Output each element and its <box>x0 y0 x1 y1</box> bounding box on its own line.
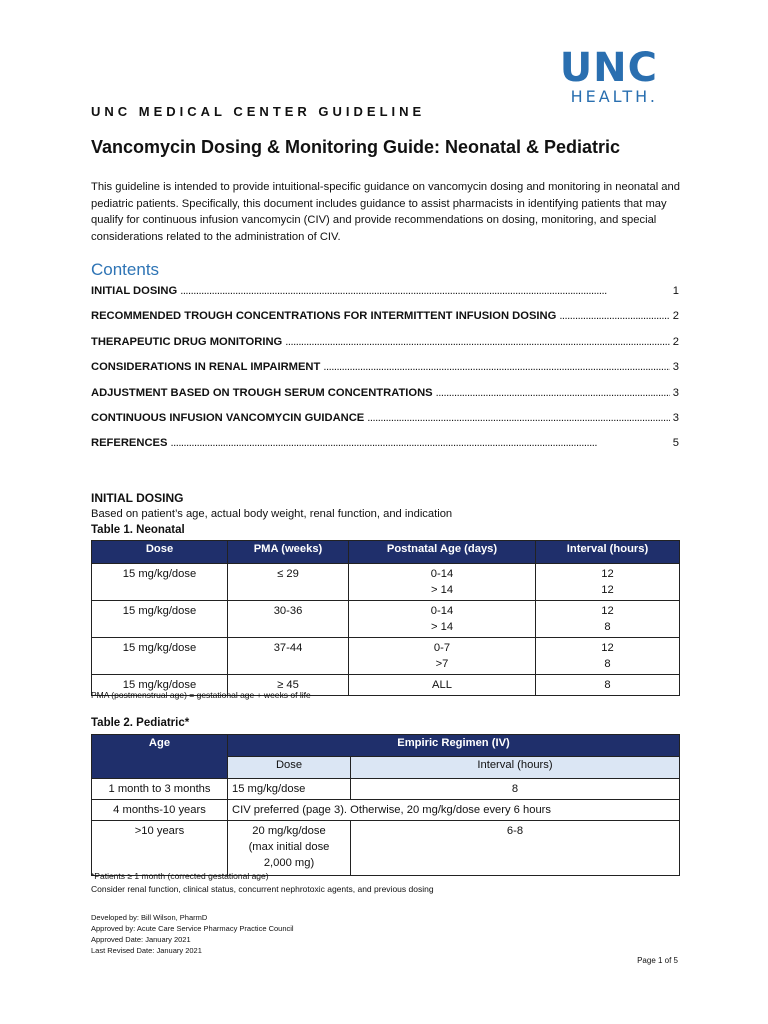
table-header-row <box>92 735 680 757</box>
toc-link-trough-adjustment[interactable] <box>91 387 679 412</box>
cell-interval: 8 <box>351 779 680 800</box>
cell-dose: 20 mg/kg/dose (max initial dose 2,000 mg) <box>228 821 351 876</box>
toc-link-initial-dosing[interactable] <box>91 285 679 310</box>
toc-label: REFERENCES <box>91 437 168 450</box>
toc-label: THERAPEUTIC DRUG MONITORING <box>91 335 283 348</box>
toc-page: 5 <box>672 437 679 450</box>
toc-label: RECOMMENDED TROUGH CONCENTRATIONS FOR INTERMITTENT INFUSION DOSING <box>91 310 557 323</box>
page-number: Page 1 of 5 <box>637 956 678 965</box>
table-row <box>92 564 680 601</box>
logo-unc-text: UNC <box>559 45 658 91</box>
cell-age: >10 years <box>92 821 228 876</box>
toc-page: 3 <box>672 361 679 374</box>
cell-interval: 12 8 <box>536 638 680 675</box>
toc-link-recommended-trough[interactable] <box>91 310 679 335</box>
cell-age: 1 month to 3 months <box>92 779 228 800</box>
document-footer <box>91 912 294 956</box>
page-title: Vancomycin Dosing & Monitoring Guide: Neonatal & Pediatric <box>91 137 621 157</box>
col-header-empiric-regimen: Empiric Regimen (IV) <box>228 735 680 757</box>
cell-interval: 6-8 <box>351 821 680 876</box>
cell-pma: ≥ 45 <box>228 675 349 696</box>
table2-caption: Table 2. Pediatric* <box>91 717 190 729</box>
cell-interval: 12 8 <box>536 601 680 638</box>
toc-page: 2 <box>672 335 679 348</box>
subheader-interval: Interval (hours) <box>351 757 680 779</box>
col-header-interval: Interval (hours) <box>536 541 680 564</box>
developed-by: Developed by: Bill Wilson, PharmD <box>91 913 208 922</box>
initial-dosing-heading: INITIAL DOSING <box>91 491 184 505</box>
toc-link-continuous-infusion[interactable] <box>91 412 679 437</box>
toc-label: INITIAL DOSING <box>91 285 178 297</box>
toc-page: 3 <box>672 411 679 424</box>
toc-label: CONSIDERATIONS IN RENAL IMPAIRMENT <box>91 361 321 374</box>
cell-dose: 15 mg/kg/dose <box>92 638 228 675</box>
cell-dose: 15 mg/kg/dose <box>92 564 228 601</box>
cell-dose: 15 mg/kg/dose <box>228 779 351 800</box>
cell-dose: 15 mg/kg/dose <box>92 675 228 696</box>
pediatric-table <box>91 734 680 876</box>
toc-label: ADJUSTMENT BASED ON TROUGH SERUM CONCENTRATIONS <box>91 386 433 399</box>
toc-page: 1 <box>672 285 679 297</box>
toc-link-renal-impairment[interactable] <box>91 361 679 386</box>
table1-caption: Table 1. Neonatal <box>91 524 185 536</box>
cell-age: 0-14 > 14 <box>349 601 536 638</box>
toc-link-therapeutic-monitoring[interactable] <box>91 336 679 361</box>
table-row <box>92 821 680 876</box>
contents-heading: Contents <box>91 260 160 279</box>
pma-note: PMA (postmenstrual age) = gestational age + weeks of life <box>91 690 311 700</box>
toc-label: CONTINUOUS INFUSION VANCOMYCIN GUIDANCE <box>91 411 365 424</box>
toc-page: 2 <box>672 310 679 323</box>
toc-page: 3 <box>672 386 679 399</box>
table-of-contents <box>91 285 679 463</box>
cell-regimen-text: CIV preferred (page 3). Otherwise, 20 mg/kg/dose every 6 hours <box>228 800 680 821</box>
cell-age: ALL <box>349 675 536 696</box>
cell-age: 4 months-10 years <box>92 800 228 821</box>
cell-pma: 37-44 <box>228 638 349 675</box>
table-row <box>92 800 680 821</box>
table-row <box>92 779 680 800</box>
cell-dose: 15 mg/kg/dose <box>92 601 228 638</box>
toc-link-references[interactable] <box>91 437 679 462</box>
cell-age: 0-7 >7 <box>349 638 536 675</box>
cell-age: 0-14 > 14 <box>349 564 536 601</box>
approved-date: Approved Date: January 2021 <box>91 935 191 944</box>
last-revised-date: Last Revised Date: January 2021 <box>91 946 202 955</box>
cell-interval: 8 <box>536 675 680 696</box>
pediatric-note-1: *Patients ≥ 1 month (corrected gestational age) <box>91 871 269 881</box>
approved-by: Approved by: Acute Care Service Pharmacy Practice Council <box>91 924 294 933</box>
intro-paragraph: This guideline is intended to provide intuitional-specific guidance on vancomycin dosing and monitoring in neonatal and pediatric patients. Specifically, this document includes guidance to assist pharmacists in identifying patients that may qualify for continuous infusion vancomycin (CIV) and provide recommendations on dosing, monitoring, and special considerations related to the administration of CIV. <box>91 181 680 243</box>
cell-pma: 30-36 <box>228 601 349 638</box>
table-row <box>92 638 680 675</box>
pediatric-note-2: Consider renal function, clinical status, concurrent nephrotoxic agents, and previous dosing <box>91 884 434 894</box>
subheader-dose: Dose <box>228 757 351 779</box>
col-header-pma: PMA (weeks) <box>228 541 349 564</box>
col-header-age: Age <box>92 735 228 779</box>
col-header-postnatal-age: Postnatal Age (days) <box>349 541 536 564</box>
initial-dosing-subtitle: Based on patient’s age, actual body weight, renal function, and indication <box>91 508 453 520</box>
col-header-dose: Dose <box>92 541 228 564</box>
table-header-row <box>92 541 680 564</box>
logo-health-text: HEALTH. <box>570 87 658 106</box>
neonatal-table <box>91 540 680 696</box>
cell-pma: ≤ 29 <box>228 564 349 601</box>
cell-interval: 12 12 <box>536 564 680 601</box>
guideline-kicker: UNC MEDICAL CENTER GUIDELINE <box>91 104 426 119</box>
table-row <box>92 601 680 638</box>
unc-health-logo <box>559 45 658 106</box>
